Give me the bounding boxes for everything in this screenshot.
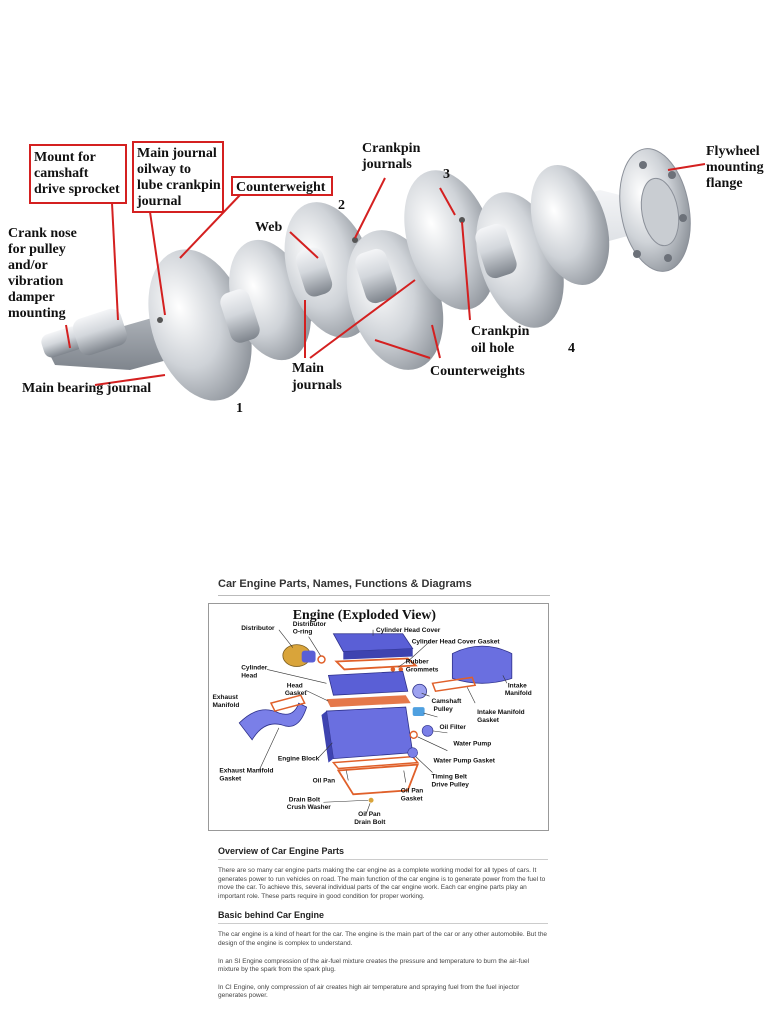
engine-label-oil-pan-drain-bolt: Oil Pan Drain Bolt <box>354 811 386 827</box>
crankshaft-diagram <box>0 130 768 430</box>
label-crankpin-oil-hole: Crankpin oil hole <box>471 324 530 356</box>
section-paragraph: In CI Engine, only compression of air creates high air temperature and spraying fuel from the fuel injector generates power. <box>218 983 520 1000</box>
section-overview <box>218 846 548 901</box>
engine-label-rubber-grommets: Rubber Grommets <box>405 658 439 674</box>
engine-label-cover-gasket: Cylinder Head Cover Gasket <box>411 638 500 646</box>
label-mount-camshaft: Mount for camshaft drive sprocket <box>34 150 120 197</box>
engine-label-cylinder-head: Cylinder Head <box>241 664 268 680</box>
label-number-1: 1 <box>236 401 243 416</box>
engine-label-intake-manifold-gasket: Intake Manifold Gasket <box>477 709 525 724</box>
engine-label-oil-filter: Oil Filter <box>439 723 466 731</box>
label-number-2: 2 <box>338 198 345 213</box>
engine-label-exhaust-manifold: Exhaust Manifold <box>212 694 240 710</box>
engine-label-cylinder-head-cover: Cylinder Head Cover <box>376 626 441 634</box>
label-number-4: 4 <box>568 341 575 356</box>
engine-figure-title: Engine (Exploded View) <box>292 607 437 623</box>
engine-label-water-pump-gasket: Water Pump Gasket <box>433 757 495 765</box>
article-title: Car Engine Parts, Names, Functions & Diagrams <box>218 578 550 596</box>
label-crankpin-journals: Crankpin journals <box>362 141 421 172</box>
engine-exploded-diagram <box>208 603 549 831</box>
engine-label-timing-belt: Timing Belt Drive Pulley <box>431 773 469 789</box>
engine-label-oil-pan: Oil Pan <box>312 777 336 785</box>
section-heading: Overview of Car Engine Parts <box>218 846 548 860</box>
engine-label-camshaft-pulley: Camshaft Pulley <box>431 698 462 714</box>
label-main-journal-oilway: Main journal oilway to lube crankpin journal <box>137 146 221 209</box>
label-counterweight: Counterweight <box>236 180 326 195</box>
engine-label-distributor-oring: Distributor O-ring <box>292 620 327 636</box>
article-body <box>218 846 548 1010</box>
label-crank-nose: Crank nose for pulley and/or vibration damper mounting <box>8 226 77 321</box>
engine-label-water-pump: Water Pump <box>453 740 492 748</box>
engine-label-head-gasket: Head Gasket <box>284 682 307 698</box>
engine-label-exhaust-manifold-gasket: Exhaust Manifold Gasket <box>219 767 274 783</box>
article-header <box>218 578 550 596</box>
label-flywheel: Flywheel mounting flange <box>706 144 764 191</box>
engine-parts <box>239 634 512 803</box>
label-counterweights: Counterweights <box>430 364 525 379</box>
engine-label-drain-bolt-washer: Drain Bolt Crush Washer <box>286 796 331 812</box>
section-paragraph: There are so many car engine parts making the car engine as a complete working model for all types of cars. It generates power to run vehicles on road. The main function of the car engine is to generate power from the fuel to move the car. To achieve this, several individual parts of the car engine work. Each car engine parts play an important role. These parts require in good condition for proper working. <box>218 867 546 900</box>
engine-label-distributor: Distributor <box>241 624 275 632</box>
section-heading: Basic behind Car Engine <box>218 910 548 924</box>
section-basics <box>218 910 548 1001</box>
section-paragraph: The car engine is a kind of heart for the car. The engine is the main part of the car or any other automobile. But the design of the engine is complex to understand. <box>218 931 548 947</box>
engine-label-oil-pan-gasket: Oil Pan Gasket <box>400 787 424 803</box>
label-web: Web <box>255 220 283 235</box>
label-main-journals: Main journals <box>292 361 342 393</box>
engine-label-intake-manifold: Intake Manifold <box>504 682 532 698</box>
engine-label-engine-block: Engine Block <box>277 755 320 763</box>
label-number-3: 3 <box>443 167 450 182</box>
label-main-bearing-journal: Main bearing journal <box>22 381 152 396</box>
section-paragraph: In an SI Engine compression of the air-fuel mixture creates the pressure and temperature to burn the air-fuel mixture by the spark from the spark plug. <box>218 957 530 974</box>
